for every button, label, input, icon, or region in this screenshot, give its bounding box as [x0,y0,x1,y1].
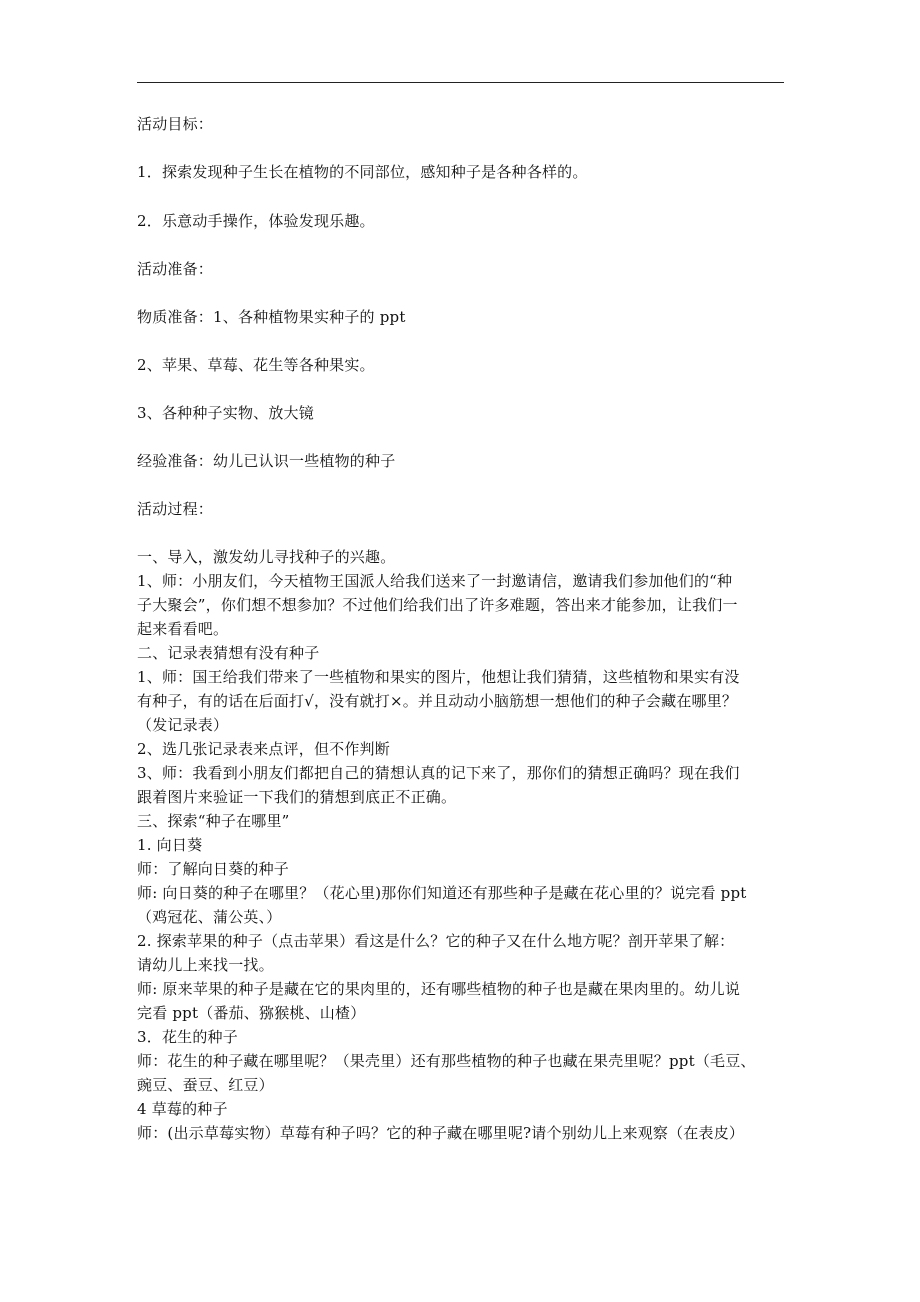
section-heading-process: 活动过程： [137,500,214,518]
text-line: 跟着图片来验证一下我们的猜想到底正不正确。 [137,788,457,806]
goal-item-2: 2．乐意动手操作，体验发现乐趣。 [137,212,375,230]
text-line: 4 草莓的种子 [137,1100,228,1118]
section-heading-preparation: 活动准备： [137,260,214,278]
text-line: 师：了解向日葵的种子 [137,860,290,878]
text-line: 2. 探索苹果的种子（点击苹果）看这是什么？它的种子又在什么地方呢？剖开苹果了解： [137,932,735,950]
material-prep-3: 3、各种种子实物、放大镜 [137,404,314,422]
text-line: （发记录表） [137,716,229,734]
text-line: 豌豆、蚕豆、红豆） [137,1076,274,1094]
text-line: 1、师：小朋友们，今天植物王国派人给我们送来了一封邀请信，邀请我们参加他们的“种 [137,572,733,590]
text-line: 2、选几张记录表来点评，但不作判断 [137,740,390,758]
material-prep-1: 物质准备：1、各种植物果实种子的 ppt [137,308,406,326]
text-line: 师：(出示草莓实物）草莓有种子吗？它的种子藏在哪里呢?请个别幼儿上来观察（在表皮） [137,1124,745,1142]
experience-prep: 经验准备：幼儿已认识一些植物的种子 [137,452,396,470]
text-line: 子大聚会”，你们想不想参加？不过他们给我们出了许多难题，答出来才能参加，让我们一 [137,596,738,614]
text-line: 师: 向日葵的种子在哪里？（花心里)那你们知道还有那些种子是藏在花心里的？说完看 ppt [137,884,747,902]
text-line: 一、导入，激发幼儿寻找种子的兴趣。 [137,548,396,566]
text-line: 起来看看吧。 [137,620,229,638]
goal-item-1: 1．探索发现种子生长在植物的不同部位，感知种子是各种各样的。 [137,163,588,181]
text-line: （鸡冠花、蒲公英、） [137,908,282,926]
text-line: 有种子，有的话在后面打√，没有就打×。并且动动小脑筋想一想他们的种子会藏在哪里？ [137,692,738,710]
text-line: 三、探索“种子在哪里” [137,812,290,830]
text-line: 师：花生的种子藏在哪里呢？（果壳里）还有那些植物的种子也藏在果壳里呢？ppt（毛豆、 [137,1052,756,1070]
material-prep-2: 2、苹果、草莓、花生等各种果实。 [137,356,375,374]
text-line: 3、师：我看到小朋友们都把自己的猜想认真的记下来了，那你们的猜想正确吗？现在我们 [137,764,740,782]
text-line: 1、师：国王给我们带来了一些植物和果实的图片，他想让我们猜猜，这些植物和果实有没 [137,668,740,686]
text-line: 3．花生的种子 [137,1028,238,1046]
text-line: 二、记录表猜想有没有种子 [137,644,320,662]
header-rule [137,82,784,83]
text-line: 1. 向日葵 [137,836,203,854]
text-line: 请幼儿上来找一找。 [137,956,274,974]
text-line: 师: 原来苹果的种子是藏在它的果肉里的，还有哪些植物的种子也是藏在果肉里的。幼儿说 [137,980,741,998]
section-heading-goals: 活动目标： [137,115,214,133]
text-line: 完看 ppt（番茄、猕猴桃、山楂） [137,1004,366,1022]
